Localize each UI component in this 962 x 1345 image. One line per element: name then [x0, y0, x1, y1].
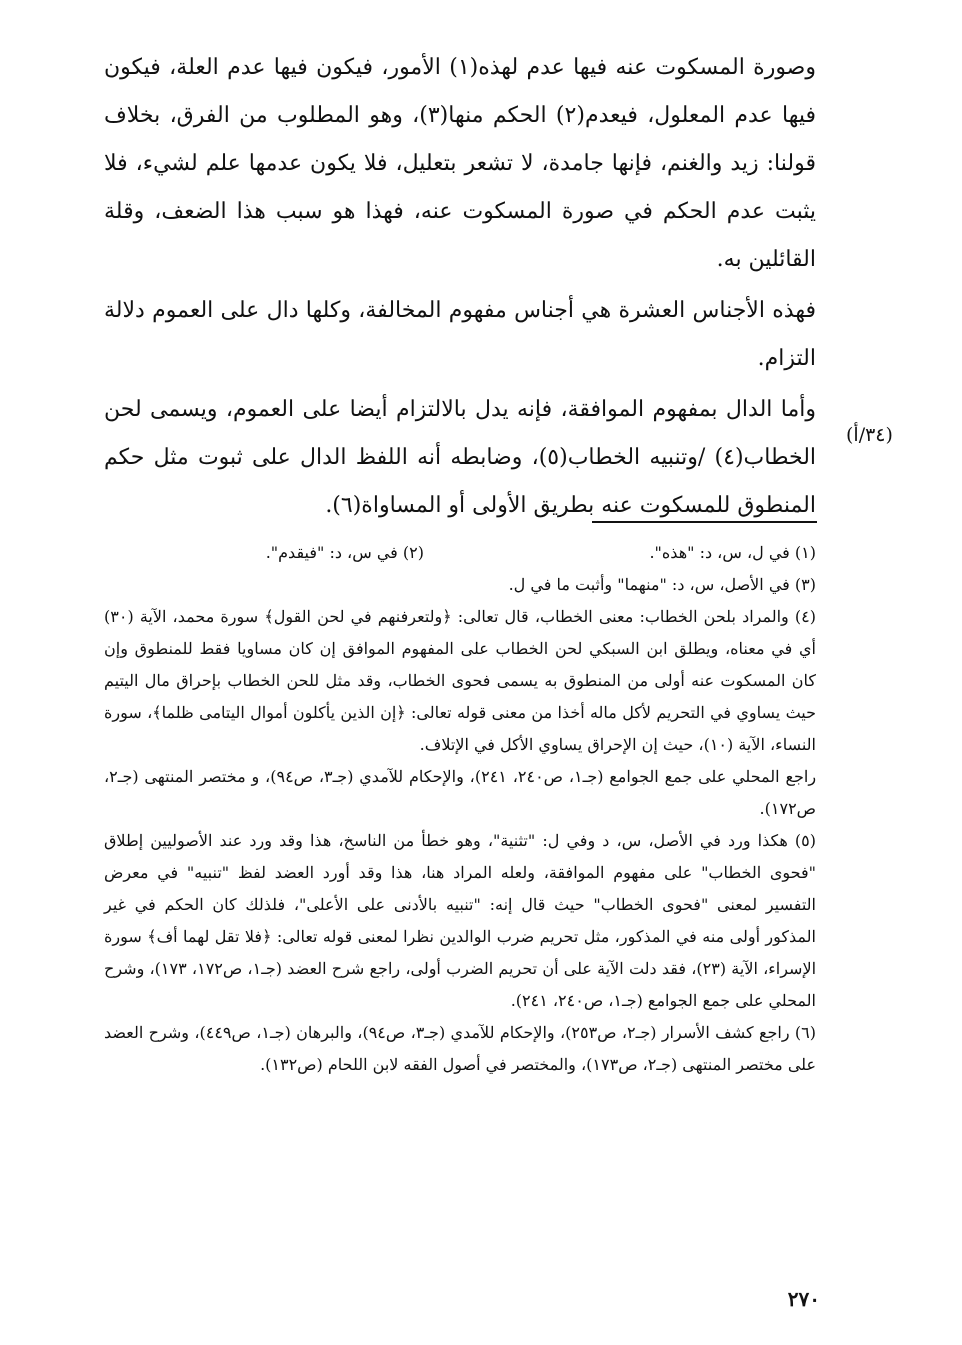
footnote-2: (٢) في س، د: "فيقدم".: [265, 543, 424, 562]
main-text: [104, 44, 816, 530]
paragraph-3: وأما الدال بمفهوم الموافقة، فإنه يدل بالالتزام أيضا على العموم، ويسمى لحن الخطاب(٤) /وتنبيه الخطاب(٥)، وضابطه أنه اللفظ الدال على ثبوت مثل حكم المنطوق للمسكوت عنه بطريق الأولى أو المساواة(٦).: [104, 397, 817, 518]
paragraph-2: فهذه الأجناس العشرة هي أجناس مفهوم المخالفة، وكلها دال على العموم دلالة التزام.: [104, 298, 816, 371]
page-number: ٢٧٠: [787, 1287, 820, 1311]
footnote-1: (١) في ل، س، د: "هذه".: [649, 543, 816, 562]
footnote-3: (٣) في الأصل، س، د: "منهما" وأثبت ما في ل.: [508, 575, 816, 594]
footnote-row-1-2: [104, 537, 816, 569]
manuscript-folio-marker: (٣٤/أ): [846, 424, 893, 446]
footnote-6: (٦) راجع كشف الأسرار (جـ٢، ص٢٥٣)، والإحكام للآمدي (جـ٣، ص٩٤)، والبرهان (جـ١، ص٤٤٩)، وشرح العضد على مختصر المنتهى (جـ٢، ص١٧٣)، والمختصر في أصول الفقه لابن اللحام (ص١٣٢).: [104, 1023, 817, 1074]
footnotes: [104, 537, 816, 1081]
footnote-4: (٤) والمراد بلحن الخطاب: معنى الخطاب، قال تعالى: ﴿ولتعرفنهم في لحن القول﴾ سورة محمد، الآية (٣٠) أي في معناه، ويطلق ابن السبكي لحن الخطاب على المفهوم الموافق إن كان مساويا فقط للمنطوق وإن كان المسكوت عنه أولى من المنطوق به يسمى فحوى الخطاب، وقد مثل للحن الخطاب بإحراق مال اليتيم حيث يساوي في التحريم لأكل ماله أخذا من معنى قوله تعالى: ﴿إن الذين يأكلون أموال اليتامى ظلما﴾، سورة النساء، الآية (١٠)، حيث إن الإحراق يساوي الأكل في الإتلاف.: [104, 607, 816, 754]
paragraph-1: وصورة المسكوت عنه فيها عدم لهذه(١) الأمور، فيكون فيها عدم العلة، فيكون فيها عدم المعلول، فيعدم(٢) الحكم منها(٣)، وهو المطلوب من الفرق، بخلاف قولنا: زيد والغنم، فإنها جامدة، لا تشعر بتعليل، فلا يكون عدمها علم لشيء، فلا يثبت عدم الحكم في صورة المسكوت عنه، فهذا هو سبب هذا الضعف، وقلة القائلين به.: [104, 55, 816, 272]
footnote-separator: [592, 521, 817, 523]
footnote-4-references: راجع المحلي على جمع الجوامع (جـ١، ص٢٤٠، ٢٤١)، والإحكام للآمدي (جـ٣، ص٩٤)، و مختصر المنتهى (جـ٢، ص١٧٢).: [104, 767, 817, 818]
footnote-5: (٥) هكذا ورد في الأصل، س، د وفي ل: "تثنية"، وهو خطأ من الناسخ، هذا وقد ورد عند الأصوليين إطلاق "فحوى الخطاب" على مفهوم الموافقة، ولعله المراد هنا، هذا وقد أورد العضد لفظ "تنبيه" في معرض التفسير لمعنى "فحوى الخطاب" حيث قال إنه: "تنبيه بالأدنى على الأعلى"، فلذلك كان الحكم في غير المذكور أولى منه في المذكور، مثل تحريم ضرب الوالدين نظرا لمعنى قوله تعالى: ﴿فلا تقل لهما أف﴾ سورة الإسراء، الآية (٢٣)، فقد دلت الآية على أن تحريم الضرب أولى، راجع شرح العضد (جـ١، ص١٧٢، ١٧٣)، وشرح المحلي على جمع الجوامع (جـ١، ص٢٤٠، ٢٤١).: [104, 831, 817, 1010]
